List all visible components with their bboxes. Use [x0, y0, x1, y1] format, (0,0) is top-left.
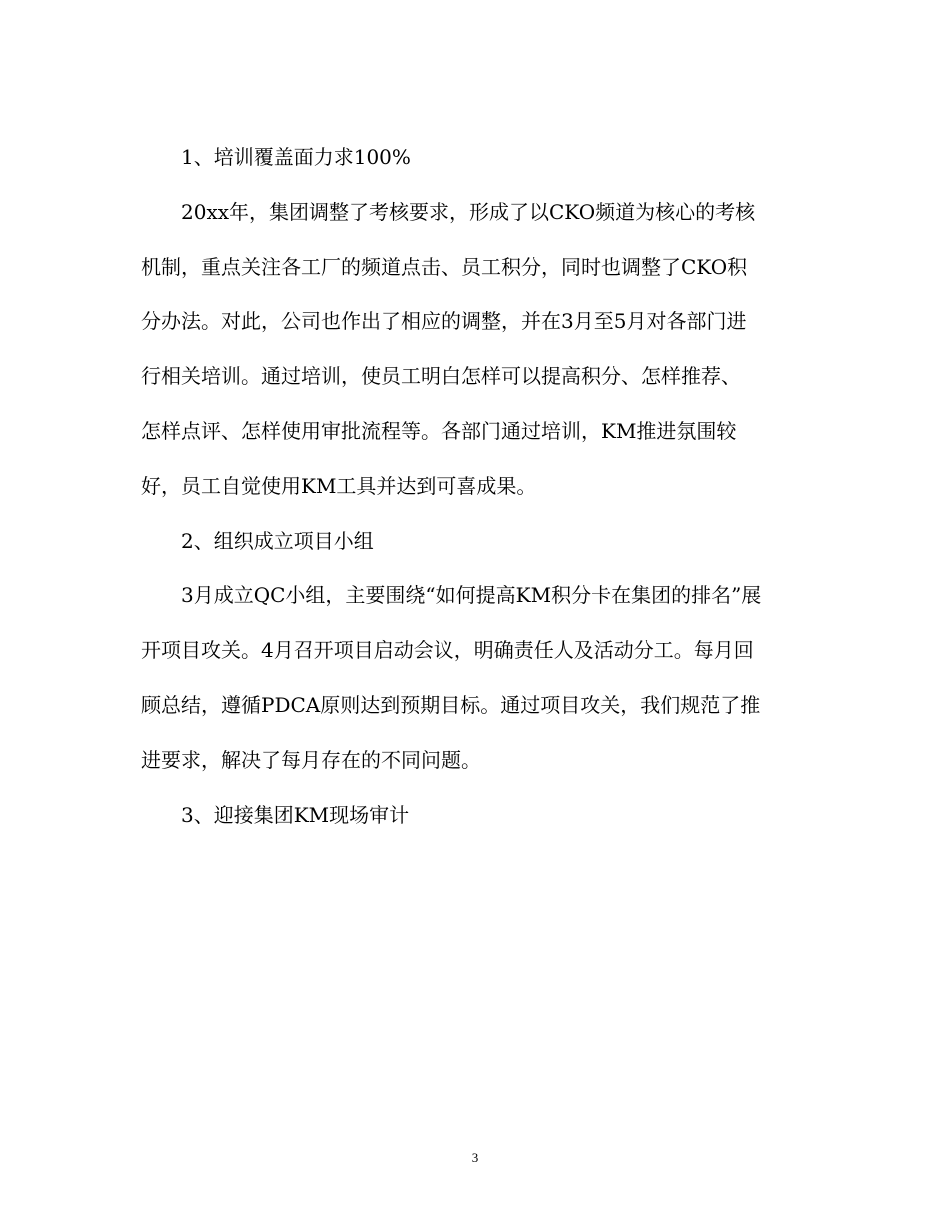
paragraph-line: 怎样点评、怎样使用审批流程等。各部门通过培训，KM推进氛围较 [141, 418, 737, 443]
page-number: 3 [471, 1150, 479, 1165]
paragraph-line: 分办法。对此，公司也作出了相应的调整，并在3月至5月对各部门进 [141, 309, 747, 334]
paragraph-line: 进要求，解决了每月存在的不同问题。 [141, 747, 481, 772]
section-heading-audit: 3、迎接集团KM现场审计 [181, 802, 410, 827]
paragraph-line: 机制，重点关注各工厂的频道点击、员工积分，同时也调整了CKO积 [141, 254, 748, 279]
paragraph-line: 顾总结，遵循PDCA原则达到预期目标。通过项目攻关，我们规范了推 [141, 692, 761, 717]
paragraph-line: 20xx年，集团调整了考核要求，形成了以CKO频道为核心的考核 [181, 199, 756, 224]
paragraph-line: 好，员工自觉使用KM工具并达到可喜成果。 [141, 473, 537, 498]
section-heading-training: 1、培训覆盖面力求100% [181, 145, 411, 169]
paragraph-line: 3月成立QC小组，主要围绕“如何提高KM积分卡在集团的排名”展 [181, 583, 762, 608]
paragraph-line: 行相关培训。通过培训，使员工明白怎样可以提高积分、怎样推荐、 [141, 364, 741, 389]
section-heading-project-group: 2、组织成立项目小组 [181, 528, 374, 553]
paragraph-line: 开项目攻关。4月召开项目启动会议，明确责任人及活动分工。每月回 [141, 638, 754, 663]
body-text [141, 134, 816, 846]
